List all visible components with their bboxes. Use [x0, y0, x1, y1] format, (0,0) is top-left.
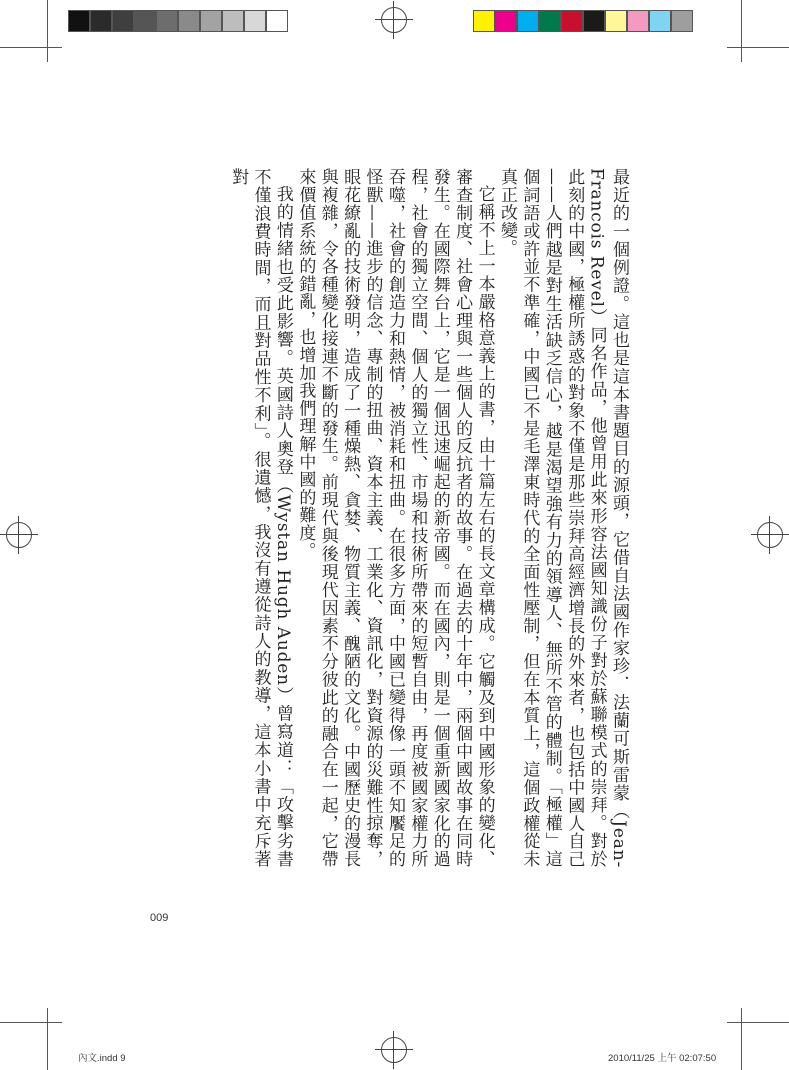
color-swatch — [495, 10, 517, 32]
crop-mark — [0, 47, 62, 48]
color-swatch — [649, 10, 671, 32]
registration-mark-icon — [375, 1, 413, 39]
gray-swatch — [134, 10, 156, 32]
crop-mark — [727, 47, 789, 48]
color-calibration-bar — [473, 10, 693, 32]
gray-calibration-bar — [68, 10, 288, 32]
registration-mark-icon — [0, 516, 38, 554]
gray-swatch — [112, 10, 134, 32]
crop-mark — [0, 1022, 62, 1023]
crop-mark — [727, 1022, 789, 1023]
paragraph: 我的情緒也受此影響。英國詩人奧登（Wystan Hugh Auden）曾寫道：「攻擊劣書不僅浪費時間，而且對品性不利」。很遺憾，我沒有遵從詩人的教導，這本小書中充斥著對 — [228, 168, 293, 868]
gray-swatch — [200, 10, 222, 32]
gray-swatch — [68, 10, 90, 32]
crop-mark — [741, 1008, 742, 1070]
body-text — [135, 168, 630, 868]
gray-swatch — [90, 10, 112, 32]
registration-mark-icon — [375, 1031, 413, 1069]
crop-mark — [47, 0, 48, 62]
color-swatch — [671, 10, 693, 32]
color-swatch — [627, 10, 649, 32]
gray-swatch — [178, 10, 200, 32]
color-swatch — [583, 10, 605, 32]
color-swatch — [539, 10, 561, 32]
registration-mark-icon — [751, 516, 789, 554]
gray-swatch — [222, 10, 244, 32]
color-swatch — [517, 10, 539, 32]
color-swatch — [473, 10, 495, 32]
crop-mark — [741, 0, 742, 62]
gray-swatch — [244, 10, 266, 32]
page-number: 009 — [150, 912, 169, 924]
gray-swatch — [266, 10, 288, 32]
color-swatch — [561, 10, 583, 32]
slug-filename: 內文.indd 9 — [78, 1053, 126, 1064]
slug-timestamp: 2010/11/25 上午 02:07:50 — [608, 1053, 717, 1064]
paragraph: 最近的一個例證。這也是這本書題目的源頭，它借自法國作家珍．法蘭可斯雷蒙（Jean-Francois Revel）同名作品，他曾用此來形容法國知識份子對於蘇聯模式的崇拜。對於此刻的中國，極權所誘惑的對象不僅是那些崇拜高經濟增長的外來者，也包括中國人自己——人們越是對生活缺乏信心，越是渴望強有力的領導人、無所不管的體制。「極權」這個詞語或許並不準確，中國已不是毛澤東時代的全面性壓制，但在本質上，這個政權從未真正改變。 — [496, 168, 629, 868]
crop-mark — [47, 1008, 48, 1070]
color-swatch — [605, 10, 627, 32]
gray-swatch — [156, 10, 178, 32]
paragraph: 它稱不上一本嚴格意義上的書，由十篇左右的長文章構成。它觸及到中國形象的變化、審查制度、社會心理與一些個人的反抗者的故事。在過去的十年中，兩個中國故事在同時發生。在國際舞台上，它是一個迅速崛起的新帝國。而在國內，則是一個重新國家化的過程，社會的獨立空間、個人的獨立性、市場和技術所帶來的短暫自由，再度被國家權力所吞噬，社會的創造力和熱情，被消耗和扭曲。在很多方面，中國已變得像一頭不知饜足的怪獸——進步的信念、專制的扭曲、資本主義、工業化、資訊化，對資源的災難性掠奪，眼花繚亂的技術發明，造成了一種燥熱、貪婪、物質主義、醜陋的文化。中國歷史的漫長與複雜，令各種變化接連不斷的發生。前現代與後現代因素不分彼此的融合在一起，它帶來價值系統的錯亂，也增加我們理解中國的難度。 — [295, 168, 495, 868]
